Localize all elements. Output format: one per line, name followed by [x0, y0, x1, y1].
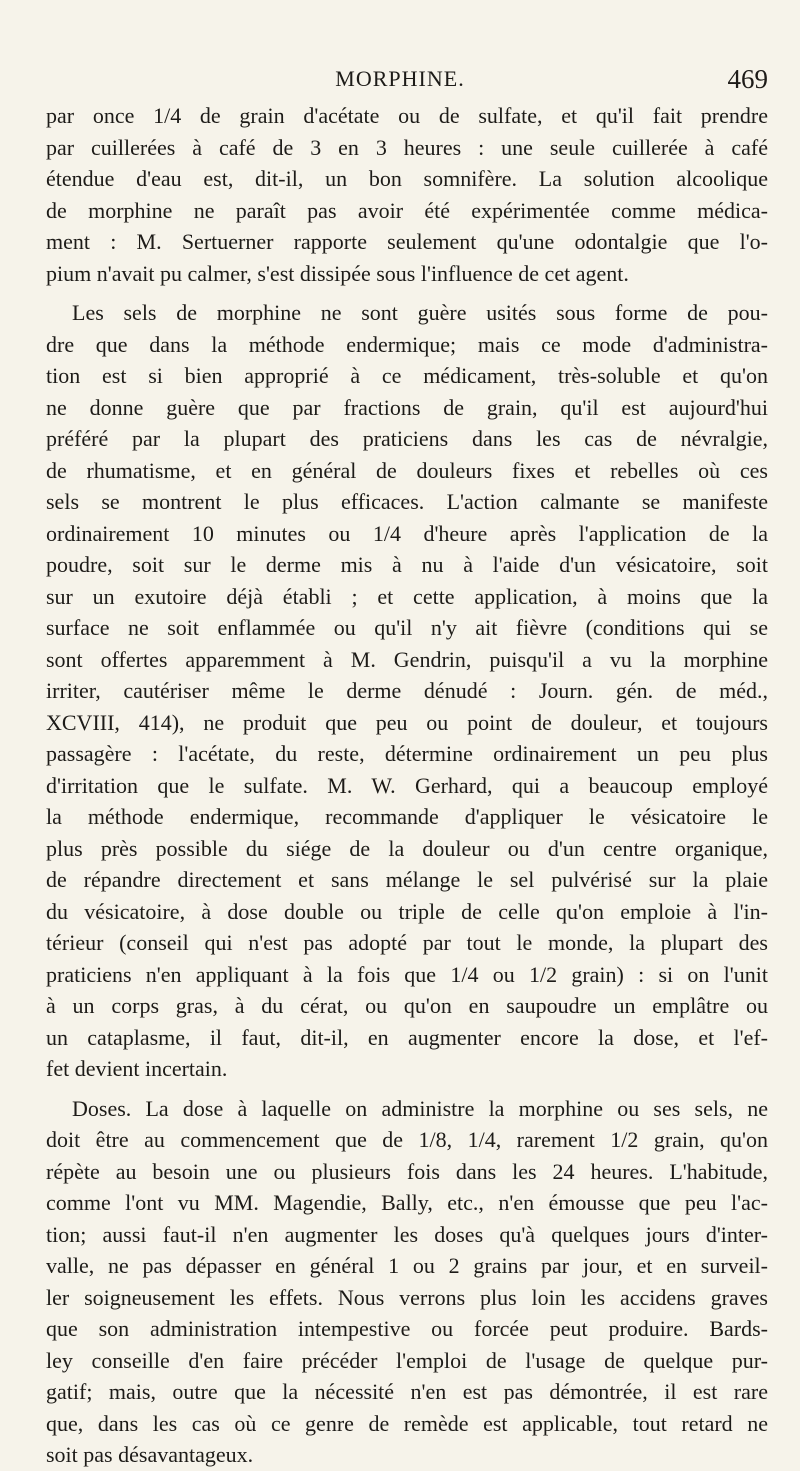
- text-line: étendue d'eau est, dit-il, un bon somnifère. La solution alcoolique: [46, 166, 768, 191]
- text-line: praticiens n'en appliquant à la fois que 1/4 ou 1/2 grain) : si on l'unit: [46, 961, 768, 987]
- text-line: gatif; mais, outre que la nécessité n'en est pas démontrée, il est rare: [46, 1379, 768, 1404]
- text-line: Doses. La dose à laquelle on administre la morphine ou ses sels, ne: [72, 1095, 768, 1121]
- text-line: sont offertes apparemment à M. Gendrin, puisqu'il a vu la morphine: [46, 646, 768, 672]
- text-line: tion est si bien approprié à ce médicament, très-soluble et qu'on: [46, 363, 768, 388]
- text-line: térieur (conseil qui n'est pas adopté par tout le monde, la plupart des: [46, 930, 768, 955]
- paragraph: [46, 100, 768, 289]
- text-line: surface ne soit enflammée ou qu'il n'y ait fièvre (conditions qui se: [46, 615, 768, 640]
- text-line: fet devient incertain.: [46, 1056, 228, 1081]
- text-line: du vésicatoire, à dose double ou triple de celle qu'on emploie à l'in-: [46, 898, 768, 924]
- text-line: de morphine ne paraît pas avoir été expérimentée comme médica-: [46, 197, 768, 223]
- text-line: sels se montrent le plus efficaces. L'action calmante se manifeste: [46, 489, 768, 514]
- text-line: irriter, cautériser même le derme dénudé : Journ. gén. de méd.,: [46, 678, 768, 703]
- page-number: 469: [727, 64, 768, 94]
- paragraph: [46, 1093, 768, 1471]
- text-line: la méthode endermique, recommande d'appliquer le vésicatoire le: [46, 804, 768, 829]
- text-line: répète au besoin une ou plusieurs fois dans les 24 heures. L'habitude,: [46, 1158, 768, 1184]
- text-line: par once 1/4 de grain d'acétate ou de sulfate, et qu'il fait prendre: [46, 103, 768, 128]
- text-line: soit pas désavantageux.: [46, 1442, 254, 1467]
- text-line: dre que dans la méthode endermique; mais ce mode d'administra-: [46, 331, 768, 357]
- text-line: que son administration intempestive ou forcée peut produire. Bards-: [46, 1316, 768, 1341]
- text-line: doit être au commencement que de 1/8, 1/4, rarement 1/2 grain, qu'on: [46, 1127, 768, 1152]
- text-line: un cataplasme, il faut, dit-il, en augmenter encore la dose, et l'ef-: [46, 1024, 768, 1050]
- paragraph: [46, 297, 768, 1085]
- text-line: Les sels de morphine ne sont guère usités sous forme de pou-: [72, 300, 768, 325]
- paragraph-gap: [46, 289, 768, 297]
- text-line: de répandre directement et sans mélange le sel pulvérisé sur la plaie: [46, 867, 768, 892]
- body-text: [46, 100, 768, 1471]
- text-line: préféré par la plupart des praticiens dans les cas de névralgie,: [46, 426, 768, 451]
- text-line: comme l'ont vu MM. Magendie, Bally, etc., n'en émousse que peu l'ac-: [46, 1190, 768, 1215]
- text-line: plus près possible du siége de la douleur ou d'un centre organique,: [46, 835, 768, 861]
- text-line: que, dans les cas où ce genre de remède est applicable, tout retard ne: [46, 1410, 768, 1436]
- text-line: ley conseille d'en faire précéder l'emploi de l'usage de quelque pur-: [46, 1347, 768, 1373]
- text-line: ler soigneusement les effets. Nous verrons plus loin les accidens graves: [46, 1284, 768, 1310]
- paragraph-gap: [46, 1085, 768, 1093]
- text-line: par cuillerées à café de 3 en 3 heures : une seule cuillerée à café: [46, 134, 768, 160]
- text-line: ment : M. Sertuerner rapporte seulement qu'une odontalgie que l'o-: [46, 229, 768, 254]
- text-line: d'irritation que le sulfate. M. W. Gerhard, qui a beaucoup employé: [46, 772, 768, 798]
- text-line: tion; aussi faut-il n'en augmenter les doses qu'à quelques jours d'inter-: [46, 1221, 768, 1247]
- text-line: XCVIII, 414), ne produit que peu ou point de douleur, et toujours: [46, 709, 768, 735]
- text-line: à un corps gras, à du cérat, ou qu'on en saupoudre un emplâtre ou: [46, 993, 768, 1018]
- text-line: poudre, soit sur le derme mis à nu à l'aide d'un vésicatoire, soit: [46, 552, 768, 577]
- text-line: passagère : l'acétate, du reste, détermine ordinairement un peu plus: [46, 741, 768, 766]
- text-line: ne donne guère que par fractions de grain, qu'il est aujourd'hui: [46, 394, 768, 420]
- text-line: pium n'avait pu calmer, s'est dissipée sous l'influence de cet agent.: [46, 260, 629, 286]
- text-line: ordinairement 10 minutes ou 1/4 d'heure après l'application de la: [46, 520, 768, 546]
- text-line: valle, ne pas dépasser en général 1 ou 2 grains par jour, et en surveil-: [46, 1253, 768, 1278]
- text-line: de rhumatisme, et en général de douleurs fixes et rebelles où ces: [46, 457, 768, 483]
- text-line: sur un exutoire déjà établi ; et cette application, à moins que la: [46, 583, 768, 609]
- running-title: MORPHINE.: [335, 66, 465, 91]
